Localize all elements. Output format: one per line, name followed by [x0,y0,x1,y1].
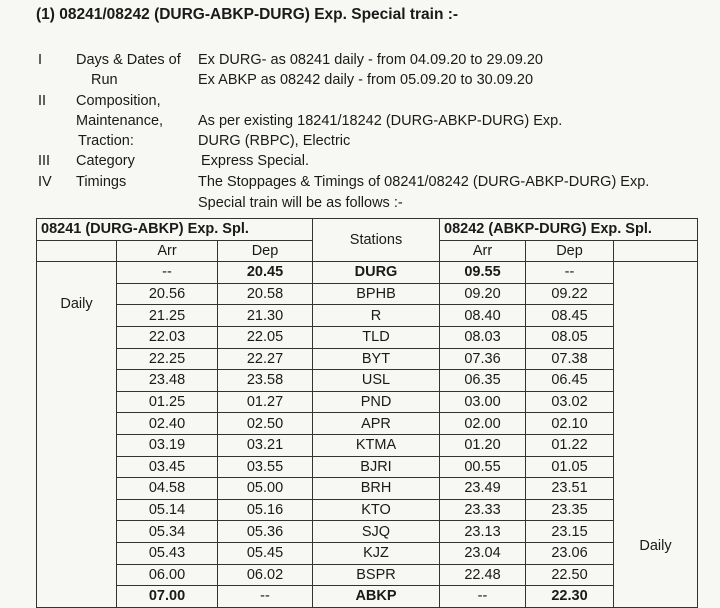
right-arr-cell: 22.48 [440,564,526,586]
station-cell: BYT [313,348,440,370]
table-row [37,521,698,543]
left-dep-cell: 23.58 [218,370,313,392]
right-dep-cell: 01.22 [526,434,614,456]
composition-value-line1: As per existing 18241/18242 (DURG-ABKP-DURG) Exp. [198,113,563,129]
timetable-body [37,262,698,608]
station-cell: BRH [313,478,440,500]
days-value-line1: Ex DURG- as 08241 daily - from 04.09.20 to 29.09.20 [198,52,543,68]
right-dep-cell: 06.45 [526,370,614,392]
right-dep-cell: 22.30 [526,586,614,608]
right-dep-cell: 02.10 [526,413,614,435]
left-arr-header: Arr [117,240,218,262]
table-row [37,499,698,521]
left-dep-cell: 06.02 [218,564,313,586]
table-row [37,283,698,305]
left-arr-cell: 23.48 [117,370,218,392]
station-cell: ABKP [313,586,440,608]
left-dep-cell: 03.21 [218,434,313,456]
left-arr-cell: 02.40 [117,413,218,435]
left-dep-cell: 03.55 [218,456,313,478]
category-value: Express Special. [201,153,309,169]
right-arr-cell: 09.20 [440,283,526,305]
composition-label-line2: Maintenance, [76,113,164,129]
left-days-header-empty [37,240,117,262]
station-cell: BPHB [313,283,440,305]
right-dep-cell: 08.45 [526,305,614,327]
left-arr-cell: 07.00 [117,586,218,608]
left-dep-cell: 02.50 [218,413,313,435]
header-row [37,219,698,241]
right-arr-cell: 23.49 [440,478,526,500]
composition-value-line2: DURG (RBPC), Electric [198,133,351,149]
right-arr-cell: 07.36 [440,348,526,370]
right-arr-cell: 23.04 [440,542,526,564]
left-arr-cell: 22.25 [117,348,218,370]
right-arr-cell: 09.55 [440,262,526,284]
left-train-header: 08241 (DURG-ABKP) Exp. Spl. [37,219,313,241]
left-dep-cell: 01.27 [218,391,313,413]
right-dep-cell: 23.35 [526,499,614,521]
roman-numeral-1: I [38,52,43,68]
composition-label-line3: Traction: [78,133,134,149]
right-arr-cell: -- [440,586,526,608]
right-arr-cell: 08.03 [440,326,526,348]
left-dep-cell: 22.05 [218,326,313,348]
right-dep-cell: -- [526,262,614,284]
timings-value-line1: The Stoppages & Timings of 08241/08242 (DURG-ABKP-DURG) Exp. [198,174,650,190]
right-days-header-empty [614,240,698,262]
left-dep-cell: 05.00 [218,478,313,500]
roman-numeral-2: II [38,93,47,109]
left-arr-cell: 03.45 [117,456,218,478]
table-row [37,348,698,370]
right-days-cell: Daily [614,262,698,608]
left-arr-cell: 05.14 [117,499,218,521]
right-dep-header: Dep [526,240,614,262]
station-cell: PND [313,391,440,413]
category-label: Category [76,153,135,169]
table-row [37,456,698,478]
left-arr-cell: 05.34 [117,521,218,543]
right-dep-cell: 07.38 [526,348,614,370]
table-row [37,326,698,348]
right-dep-cell: 23.06 [526,542,614,564]
left-arr-cell: 06.00 [117,564,218,586]
left-dep-cell: 05.36 [218,521,313,543]
station-cell: R [313,305,440,327]
right-dep-cell: 23.51 [526,478,614,500]
right-arr-cell: 23.13 [440,521,526,543]
days-value-line2: Ex ABKP as 08242 daily - from 05.09.20 to 30.09.20 [198,72,534,88]
right-arr-cell: 03.00 [440,391,526,413]
left-dep-cell: 20.58 [218,283,313,305]
right-arr-header: Arr [440,240,526,262]
right-arr-cell: 06.35 [440,370,526,392]
left-dep-cell: 21.30 [218,305,313,327]
table-row [37,564,698,586]
station-cell: BJRI [313,456,440,478]
left-arr-cell: 22.03 [117,326,218,348]
station-cell: USL [313,370,440,392]
station-cell: TLD [313,326,440,348]
left-dep-header: Dep [218,240,313,262]
stations-header: Stations [313,219,440,262]
table-row [37,370,698,392]
table-row [37,478,698,500]
left-arr-cell: 21.25 [117,305,218,327]
left-dep-cell: -- [218,586,313,608]
right-dep-cell: 01.05 [526,456,614,478]
station-cell: KTO [313,499,440,521]
left-dep-cell: 05.45 [218,542,313,564]
left-dep-cell: 22.27 [218,348,313,370]
station-cell: KJZ [313,542,440,564]
roman-numeral-4: IV [38,174,52,190]
days-label-line2: Run [91,72,118,88]
right-dep-cell: 08.05 [526,326,614,348]
left-arr-cell: 03.19 [117,434,218,456]
right-dep-cell: 23.15 [526,521,614,543]
station-cell: DURG [313,262,440,284]
table-row [37,262,698,284]
station-cell: KTMA [313,434,440,456]
left-arr-cell: -- [117,262,218,284]
table-row [37,434,698,456]
right-arr-cell: 23.33 [440,499,526,521]
composition-label-line1: Composition, [76,93,161,109]
station-cell: APR [313,413,440,435]
right-dep-cell: 03.02 [526,391,614,413]
table-row [37,305,698,327]
right-dep-cell: 22.50 [526,564,614,586]
left-dep-cell: 20.45 [218,262,313,284]
left-arr-cell: 20.56 [117,283,218,305]
days-label-line1: Days & Dates of [76,52,181,68]
document-title: (1) 08241/08242 (DURG-ABKP-DURG) Exp. Special train :- [36,6,459,23]
table-row [37,413,698,435]
table-row [37,542,698,564]
left-arr-cell: 01.25 [117,391,218,413]
right-arr-cell: 02.00 [440,413,526,435]
left-dep-cell: 05.16 [218,499,313,521]
timings-value-line2: Special train will be as follows :- [198,195,403,211]
right-arr-cell: 01.20 [440,434,526,456]
table-row [37,391,698,413]
left-arr-cell: 05.43 [117,542,218,564]
right-arr-cell: 00.55 [440,456,526,478]
right-dep-cell: 09.22 [526,283,614,305]
timetable [36,218,698,608]
timings-label: Timings [76,174,127,190]
station-cell: SJQ [313,521,440,543]
left-days-cell: Daily [37,262,117,608]
right-arr-cell: 08.40 [440,305,526,327]
left-arr-cell: 04.58 [117,478,218,500]
station-cell: BSPR [313,564,440,586]
roman-numeral-3: III [38,153,51,169]
right-train-header: 08242 (ABKP-DURG) Exp. Spl. [440,219,698,241]
